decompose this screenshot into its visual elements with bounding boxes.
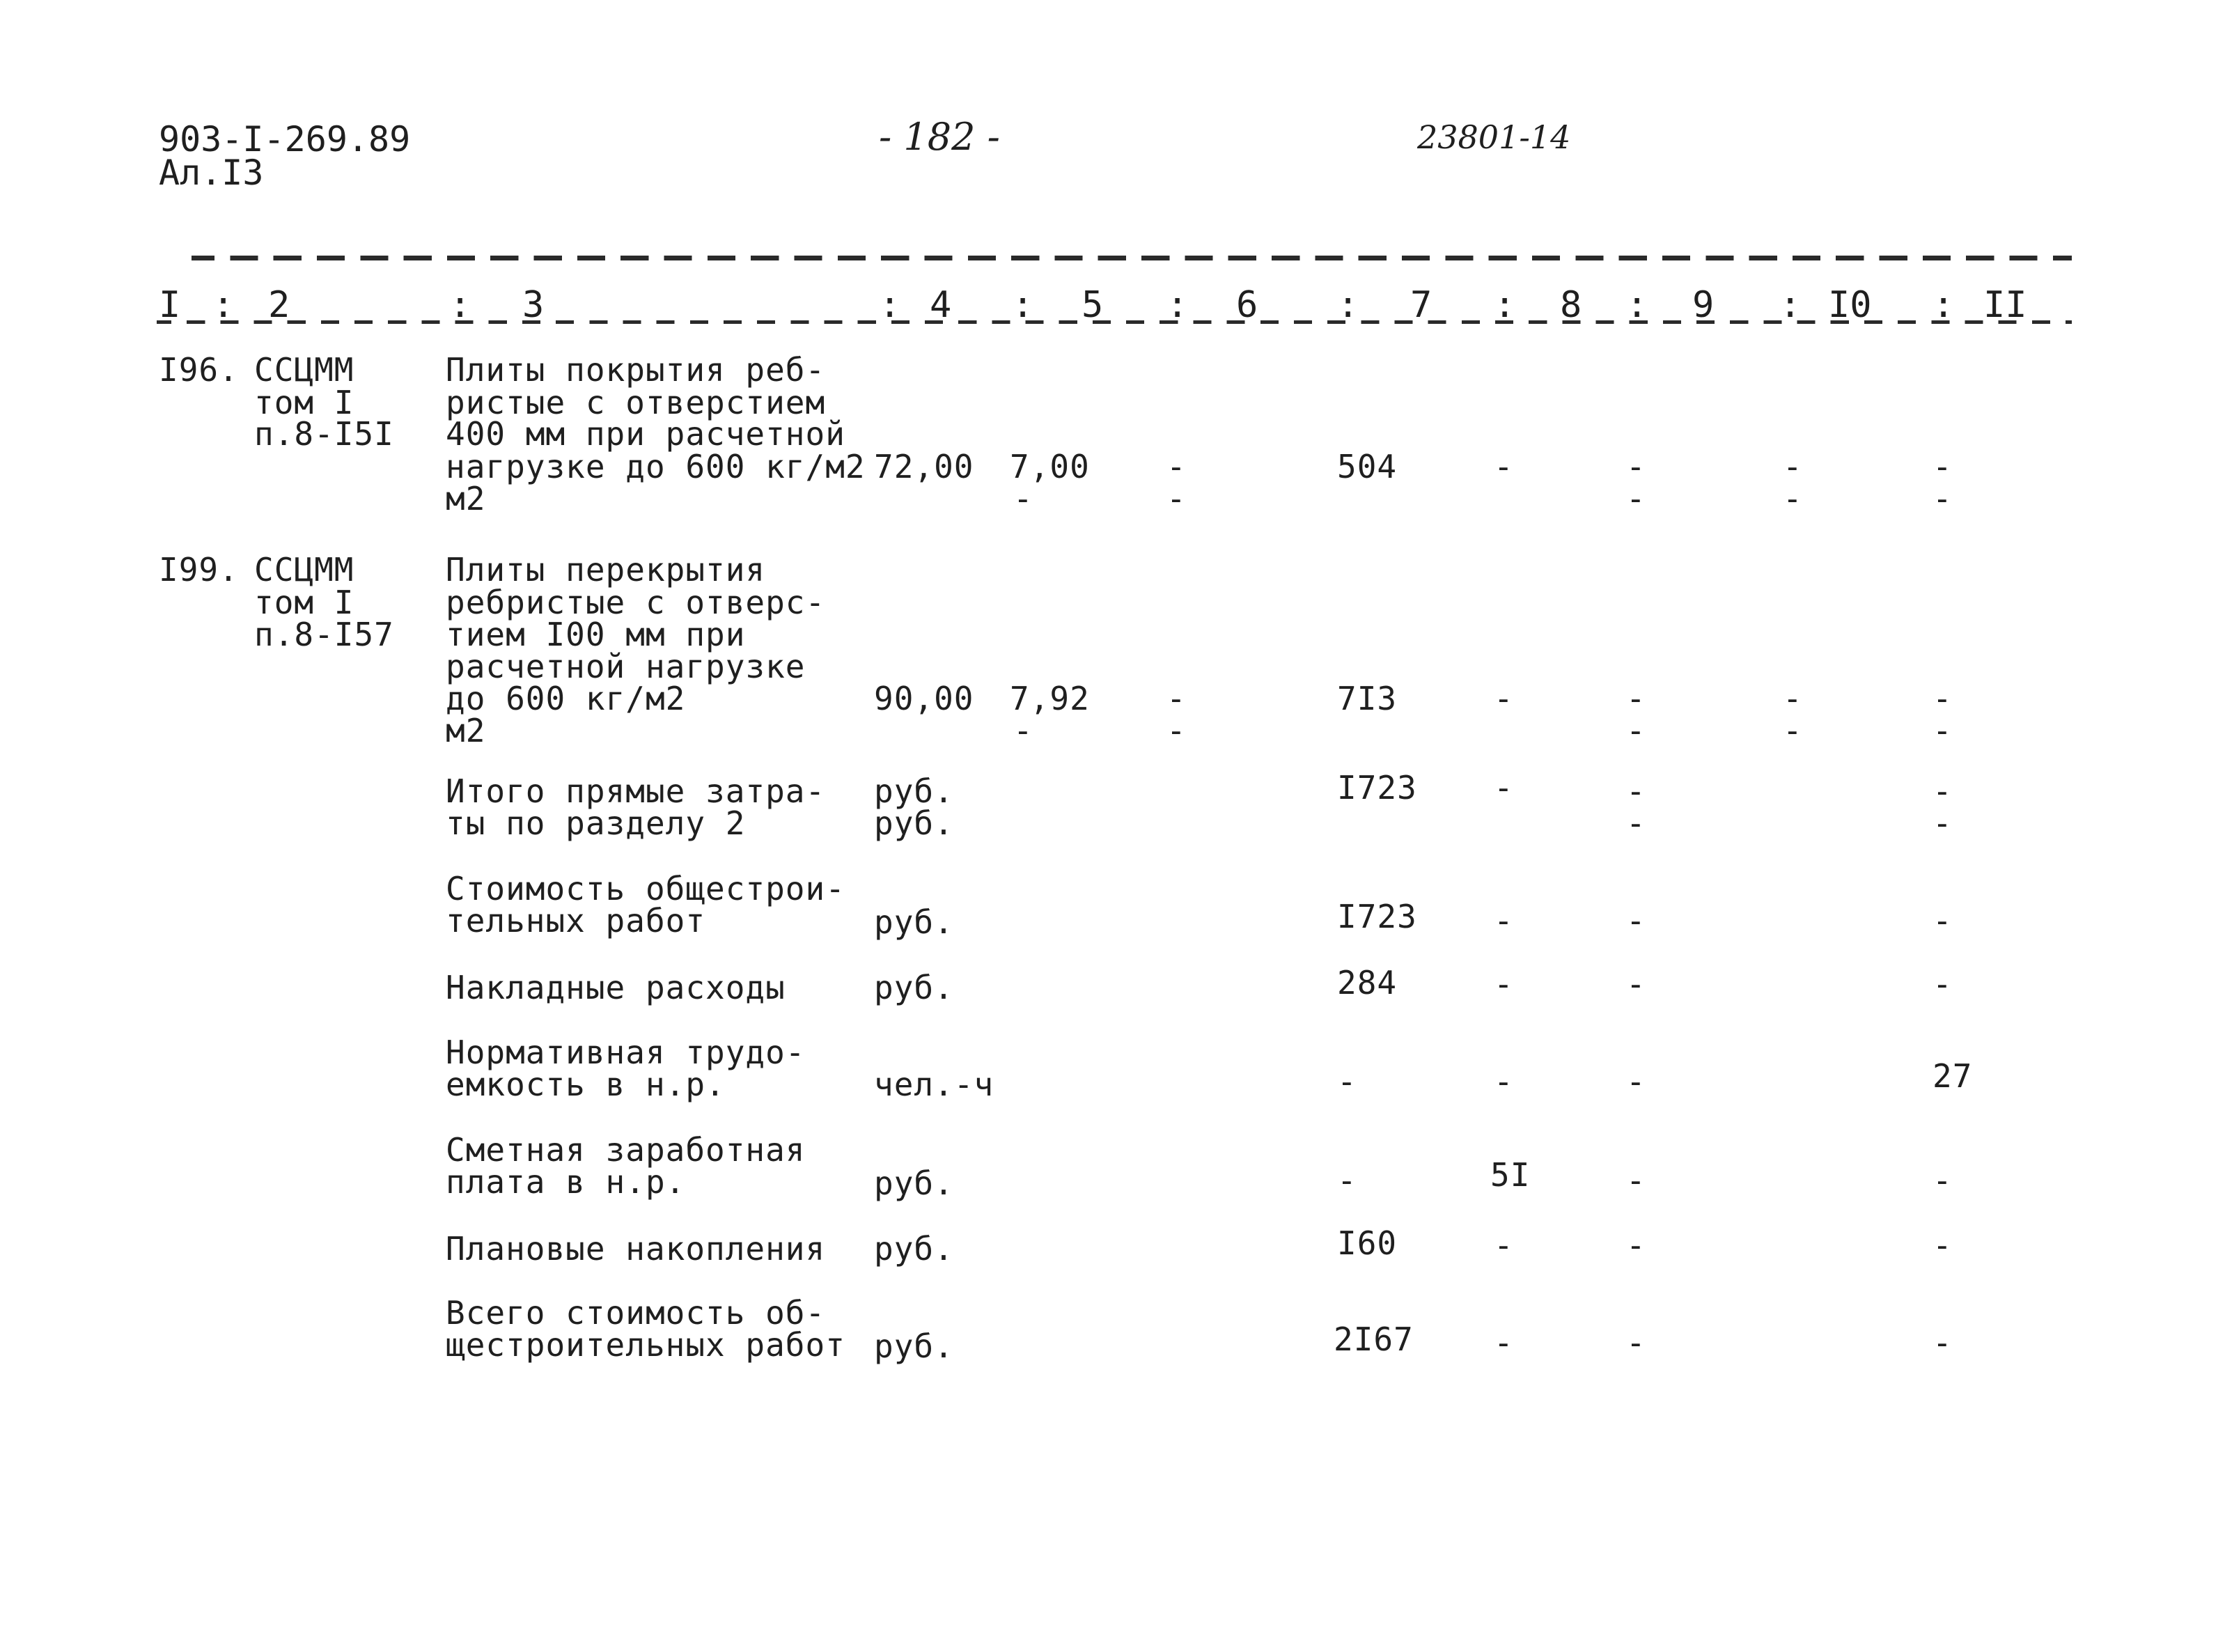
desc-line: м2 [446, 480, 486, 517]
summary-unit: руб. [874, 969, 954, 1006]
cell-col10: - [1783, 480, 1803, 517]
summary-col9: - [1626, 965, 1646, 1003]
ref-line: п.8-I5I [254, 415, 394, 453]
summary-col9: - [1626, 1324, 1646, 1362]
column-separator: : [1779, 284, 1802, 326]
summary-col8: - [1494, 1226, 1514, 1264]
summary-unit: руб. [874, 772, 954, 810]
summary-desc: емкость в н.р. [446, 1066, 726, 1103]
cell-col8: - [1494, 680, 1514, 717]
desc-line: нагрузке до 600 кг/м2 [446, 448, 866, 485]
ref-line: ССЦММ [254, 551, 354, 589]
column-separator: : [449, 284, 471, 326]
desc-line: ристые с отверстием [446, 384, 826, 421]
summary-col11: - [1933, 965, 1953, 1003]
column-number: 2 [268, 284, 290, 326]
summary-col11: - [1933, 772, 1953, 810]
cell-col6: - [1166, 448, 1187, 485]
summary-col11: - [1933, 902, 1953, 940]
cell-col9: - [1626, 448, 1646, 485]
cell-col4: 72,00 [874, 448, 974, 485]
column-number: 3 [522, 284, 545, 326]
column-separator: : [1012, 284, 1034, 326]
summary-col7: - [1337, 1162, 1357, 1199]
cell-col7: 504 [1337, 448, 1398, 485]
summary-unit: руб. [874, 903, 954, 941]
desc-line: 400 мм при расчетной [446, 415, 845, 453]
desc-line: ребристые с отверс- [446, 584, 826, 621]
column-number: II [1983, 284, 2027, 326]
desc-line: до 600 кг/м2 [446, 680, 686, 717]
cell-col9: - [1626, 680, 1646, 717]
cell-col11: - [1933, 712, 1953, 749]
column-number: 6 [1236, 284, 1258, 326]
ref-line: том I [254, 584, 354, 621]
cell-col6: - [1166, 712, 1187, 749]
summary-col7: I60 [1337, 1224, 1398, 1262]
ref-line: том I [254, 384, 354, 421]
cell-col10: - [1783, 680, 1803, 717]
summary-desc: ты по разделу 2 [446, 804, 746, 842]
desc-line: тием I00 мм при [446, 616, 746, 653]
summary-desc: Сметная заработная [446, 1131, 806, 1169]
document-code: 903-I-269.89 [159, 119, 411, 159]
summary-unit: руб. [874, 1164, 954, 1202]
column-number: 8 [1560, 284, 1582, 326]
cell-col8: - [1494, 448, 1514, 485]
cell-col9: - [1626, 712, 1646, 749]
cell-col5: 7,92 [1010, 680, 1090, 717]
ref-line: п.8-I57 [254, 616, 394, 653]
cell-col5: - [1013, 712, 1033, 749]
column-separator: : [1337, 284, 1359, 326]
desc-line: Плиты покрытия реб- [446, 351, 826, 389]
column-number: 5 [1082, 284, 1104, 326]
summary-col7: - [1337, 1063, 1357, 1100]
summary-col11: 27 [1933, 1057, 1973, 1095]
ref-line: ССЦММ [254, 351, 354, 389]
column-underline [157, 320, 2072, 324]
column-separator: : [212, 284, 235, 326]
summary-col9: - [1626, 902, 1646, 940]
column-number: 7 [1410, 284, 1432, 326]
cell-col11: - [1933, 680, 1953, 717]
summary-col7: 2I67 [1334, 1320, 1414, 1358]
cell-col10: - [1783, 712, 1803, 749]
column-separator: : [879, 284, 901, 326]
cell-col6: - [1166, 680, 1187, 717]
column-separator: : [1626, 284, 1648, 326]
desc-line: м2 [446, 712, 486, 749]
cell-col4: 90,00 [874, 680, 974, 717]
cell-col10: - [1783, 448, 1803, 485]
summary-unit: руб. [874, 1230, 954, 1268]
cell-col7: 7I3 [1337, 680, 1398, 717]
summary-col11: - [1933, 1324, 1953, 1362]
page-number: - 182 - [879, 115, 1000, 159]
album-number: Ал.I3 [159, 153, 264, 193]
summary-col9: - [1626, 804, 1646, 842]
summary-col7: I723 [1337, 898, 1417, 935]
cell-col5: 7,00 [1010, 448, 1090, 485]
row-number: I96. [159, 351, 239, 389]
summary-col11: - [1933, 1226, 1953, 1264]
header-separator [192, 256, 2072, 260]
summary-col7: I723 [1337, 769, 1417, 806]
summary-col8: - [1494, 902, 1514, 940]
summary-col8: - [1494, 1324, 1514, 1362]
cell-col9: - [1626, 480, 1646, 517]
desc-line: расчетной нагрузке [446, 648, 806, 685]
cell-col11: - [1933, 480, 1953, 517]
summary-desc: плата в н.р. [446, 1163, 686, 1201]
summary-col8: 5I [1490, 1156, 1531, 1194]
cell-col6: - [1166, 480, 1187, 517]
column-number: 4 [930, 284, 952, 326]
summary-unit: руб. [874, 804, 954, 842]
document-number: 23801-14 [1417, 118, 1571, 156]
summary-col9: - [1626, 772, 1646, 810]
column-number: 9 [1692, 284, 1715, 326]
summary-desc: тельных работ [446, 902, 706, 940]
column-separator: : [1494, 284, 1516, 326]
summary-desc: Стоимость общестрои- [446, 870, 845, 907]
column-separator: : [1933, 284, 1955, 326]
summary-desc: Нормативная трудо- [446, 1034, 806, 1071]
cell-col5: - [1013, 480, 1033, 517]
summary-desc: Плановые накопления [446, 1230, 826, 1268]
row-number: I99. [159, 551, 239, 589]
summary-col11: - [1933, 1162, 1953, 1199]
summary-col8: - [1494, 965, 1514, 1003]
summary-desc: Накладные расходы [446, 969, 786, 1006]
summary-col8: - [1494, 1063, 1514, 1100]
summary-col11: - [1933, 804, 1953, 842]
summary-col8: - [1494, 769, 1514, 806]
column-separator: : [1166, 284, 1189, 326]
desc-line: Плиты перекрытия [446, 551, 766, 589]
summary-col9: - [1626, 1226, 1646, 1264]
summary-unit: руб. [874, 1327, 954, 1365]
summary-desc: Итого прямые затра- [446, 772, 826, 810]
cell-col11: - [1933, 448, 1953, 485]
column-number: I [159, 284, 181, 326]
summary-unit: чел.-ч [874, 1066, 994, 1103]
summary-desc: щестроительных работ [446, 1326, 845, 1364]
summary-col7: 284 [1337, 964, 1398, 1002]
column-number: I0 [1828, 284, 1872, 326]
summary-col9: - [1626, 1162, 1646, 1199]
summary-desc: Всего стоимость об- [446, 1294, 826, 1332]
summary-col9: - [1626, 1063, 1646, 1100]
